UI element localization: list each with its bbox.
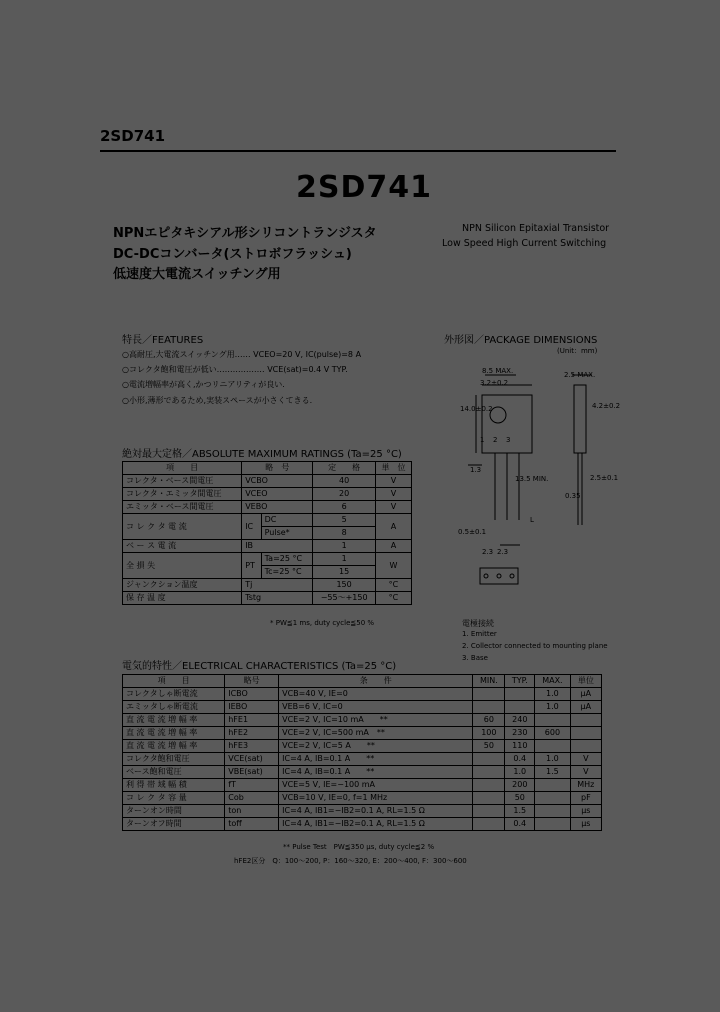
param-condition: IC=4 A, IB=0.1 A ** <box>279 766 473 779</box>
table-row <box>123 553 412 566</box>
param-symbol: hFE1 <box>225 714 279 727</box>
table-header-row <box>123 462 412 475</box>
dim-label: 4.2±0.2 <box>592 402 621 410</box>
max-value <box>535 779 571 792</box>
param-symbol: VCE(sat) <box>225 753 279 766</box>
param-condition: VCE=5 V, IE=−100 mA <box>279 779 473 792</box>
param-value: 150 <box>313 579 376 592</box>
param-condition: IC=4 A, IB1=−IB2=0.1 A, RL=1.5 Ω <box>279 805 473 818</box>
dim-label: 2.3 <box>497 548 509 556</box>
elec-note-hfe-class: hFE2区分 Q：100～200, P：160～320, E：200～400, F：300～600 <box>234 857 467 865</box>
typ-value: 230 <box>505 727 535 740</box>
param-symbol: Tstg <box>242 592 313 605</box>
pin-label: 2 <box>493 436 498 444</box>
param-condition: Pulse* <box>261 527 313 540</box>
dim-label: 2.5 MAX. <box>564 371 596 379</box>
table-row <box>123 714 602 727</box>
param-symbol: hFE3 <box>225 740 279 753</box>
param-name: ジャンクション温度 <box>123 579 242 592</box>
param-unit: MHz <box>570 779 601 792</box>
abs-max-note: * PW≦1 ms, duty cycle≦50 % <box>270 619 375 627</box>
min-value <box>473 688 505 701</box>
max-value: 1.5 <box>535 766 571 779</box>
pin-item: 1. Emitter <box>462 630 497 638</box>
elec-note-pulse: ** Pulse Test PW≦350 μs, duty cycle≦2 % <box>283 843 435 851</box>
param-unit: A <box>375 540 411 553</box>
param-unit: V <box>375 501 411 514</box>
param-condition: VCE=2 V, IC=5 A ** <box>279 740 473 753</box>
param-unit: μA <box>570 688 601 701</box>
table-row <box>123 792 602 805</box>
column-header: 略 号 <box>242 462 313 475</box>
dim-label: 0.35 <box>565 492 581 500</box>
param-name: ベース飽和電圧 <box>123 766 225 779</box>
param-symbol: VCEO <box>242 488 313 501</box>
param-unit <box>570 727 601 740</box>
typ-value <box>505 701 535 714</box>
min-value: 50 <box>473 740 505 753</box>
table-row <box>123 540 412 553</box>
max-value <box>535 714 571 727</box>
header-rule <box>100 150 616 152</box>
param-name: 直 流 電 流 増 幅 率 <box>123 727 225 740</box>
param-name: 利 得 帯 域 幅 積 <box>123 779 225 792</box>
param-symbol: Tj <box>242 579 313 592</box>
typ-value: 0.4 <box>505 753 535 766</box>
typ-value: 0.4 <box>505 818 535 831</box>
typ-value: 240 <box>505 714 535 727</box>
feature-item: ○高耐圧,大電流スイッチング用…… VCEO=20 V, IC(pulse)=8 A <box>122 350 362 359</box>
dim-label: 13.5 MIN. <box>515 475 549 483</box>
typ-value: 110 <box>505 740 535 753</box>
features-heading: 特長／FEATURES <box>122 335 204 346</box>
max-value: 600 <box>535 727 571 740</box>
min-value: 100 <box>473 727 505 740</box>
column-header: MIN. <box>473 675 505 688</box>
param-name: 全 損 失 <box>123 553 242 579</box>
param-value: 20 <box>313 488 376 501</box>
param-condition: VEB=6 V, IC=0 <box>279 701 473 714</box>
feature-item: ○電流増幅率が高く,かつリニアリティが良い. <box>122 380 285 389</box>
abs-max-table <box>122 461 412 605</box>
typ-value: 200 <box>505 779 535 792</box>
pin-item: 2. Collector connected to mounting plane <box>462 642 608 650</box>
min-value <box>473 792 505 805</box>
table-row <box>123 727 602 740</box>
elec-heading: 電気的特性／ELECTRICAL CHARACTERISTICS (Ta=25 °C) <box>122 661 397 672</box>
param-condition: VCB=40 V, IE=0 <box>279 688 473 701</box>
table-row <box>123 488 412 501</box>
column-header: 単位 <box>570 675 601 688</box>
dim-label: 14.0±0.2 <box>460 405 493 413</box>
param-unit: A <box>375 514 411 540</box>
typ-value <box>505 688 535 701</box>
param-value: 1 <box>313 553 376 566</box>
param-symbol: hFE2 <box>225 727 279 740</box>
param-name: コ レ ク タ 電 流 <box>123 514 242 540</box>
page-title: 2SD741 <box>296 170 433 205</box>
param-condition: DC <box>261 514 313 527</box>
dim-label: 1.3 <box>470 466 482 474</box>
param-symbol: VEBO <box>242 501 313 514</box>
param-name: エミッタしゃ断電流 <box>123 701 225 714</box>
param-symbol: VCBO <box>242 475 313 488</box>
table-row <box>123 766 602 779</box>
max-value <box>535 818 571 831</box>
package-unit: (Unit：mm) <box>557 347 598 355</box>
table-row <box>123 805 602 818</box>
feature-item: ○小形,薄形であるため,実装スペースが小さくてきる. <box>122 396 313 405</box>
param-name: 直 流 電 流 増 幅 率 <box>123 740 225 753</box>
min-value <box>473 753 505 766</box>
param-condition: Ta=25 °C <box>261 553 313 566</box>
column-header: 単 位 <box>375 462 411 475</box>
param-name: ターンオフ時間 <box>123 818 225 831</box>
param-value: 5 <box>313 514 376 527</box>
column-header: 定 格 <box>313 462 376 475</box>
table-row <box>123 818 602 831</box>
min-value <box>473 766 505 779</box>
param-unit: °C <box>375 592 411 605</box>
param-name: コレクタ・ベース間電圧 <box>123 475 242 488</box>
param-unit: μs <box>570 818 601 831</box>
param-symbol: VBE(sat) <box>225 766 279 779</box>
table-row <box>123 475 412 488</box>
param-name: コレクタ・エミッタ間電圧 <box>123 488 242 501</box>
param-value: −55～+150 <box>313 592 376 605</box>
dim-label: 2.5±0.1 <box>590 474 619 482</box>
jp-line-2: DC-DCコンバータ(ストロボフラッシュ) <box>113 247 352 262</box>
table-row <box>123 701 602 714</box>
param-symbol: toff <box>225 818 279 831</box>
jp-line-1: NPNエピタキシアル形シリコントランジスタ <box>113 226 377 241</box>
param-name: ベ ー ス 電 流 <box>123 540 242 553</box>
param-name: コ レ ク タ 容 量 <box>123 792 225 805</box>
min-value <box>473 805 505 818</box>
typ-value: 50 <box>505 792 535 805</box>
pin-label: 3 <box>506 436 511 444</box>
table-row <box>123 740 602 753</box>
pin-item: 3. Base <box>462 654 488 662</box>
table-row <box>123 579 412 592</box>
dim-label: 3.2±0.2 <box>480 379 509 387</box>
table-row <box>123 779 602 792</box>
package-body-side <box>574 385 586 453</box>
param-name: 保 存 温 度 <box>123 592 242 605</box>
column-header: 項 目 <box>123 462 242 475</box>
table-row <box>123 753 602 766</box>
typ-value: 1.0 <box>505 766 535 779</box>
en-line-1: NPN Silicon Epitaxial Transistor <box>462 223 610 234</box>
max-value <box>535 740 571 753</box>
param-symbol: IB <box>242 540 313 553</box>
package-footprint <box>480 568 518 584</box>
param-value: 15 <box>313 566 376 579</box>
max-value <box>535 792 571 805</box>
param-name: コレクタしゃ断電流 <box>123 688 225 701</box>
param-symbol: IC <box>242 514 261 540</box>
param-condition: VCE=2 V, IC=10 mA ** <box>279 714 473 727</box>
param-condition: Tc=25 °C <box>261 566 313 579</box>
package-body-front <box>482 395 532 453</box>
pin-label: 1 <box>480 436 485 444</box>
param-name: コレクタ飽和電圧 <box>123 753 225 766</box>
param-symbol: ICBO <box>225 688 279 701</box>
dim-label: 0.5±0.1 <box>458 528 487 536</box>
dim-label: L <box>530 516 534 524</box>
param-name: 直 流 電 流 増 幅 率 <box>123 714 225 727</box>
param-value: 8 <box>313 527 376 540</box>
param-unit: V <box>570 753 601 766</box>
column-header: 条 件 <box>279 675 473 688</box>
param-symbol: IEBO <box>225 701 279 714</box>
min-value: 60 <box>473 714 505 727</box>
table-row <box>123 592 412 605</box>
param-unit: μs <box>570 805 601 818</box>
dim-label: 8.5 MAX. <box>482 367 514 375</box>
feature-item: ○コレクタ飽和電圧が低い……………… VCE(sat)=0.4 V TYP. <box>122 365 348 374</box>
max-value: 1.0 <box>535 753 571 766</box>
min-value <box>473 701 505 714</box>
param-symbol: Cob <box>225 792 279 805</box>
param-unit: W <box>375 553 411 579</box>
param-symbol: PT <box>242 553 261 579</box>
param-unit <box>570 714 601 727</box>
param-condition: IC=4 A, IB=0.1 A ** <box>279 753 473 766</box>
abs-max-heading: 絶対最大定格／ABSOLUTE MAXIMUM RATINGS (Ta=25 °C) <box>122 449 402 460</box>
typ-value: 1.5 <box>505 805 535 818</box>
min-value <box>473 818 505 831</box>
max-value: 1.0 <box>535 688 571 701</box>
package-heading: 外形図／PACKAGE DIMENSIONS <box>444 335 598 346</box>
header-part-number: 2SD741 <box>100 127 166 145</box>
column-header: MAX. <box>535 675 571 688</box>
column-header: TYP. <box>505 675 535 688</box>
column-header: 略号 <box>225 675 279 688</box>
table-row <box>123 688 602 701</box>
en-line-2: Low Speed High Current Switching <box>442 238 607 249</box>
table-row <box>123 501 412 514</box>
param-value: 40 <box>313 475 376 488</box>
param-value: 1 <box>313 540 376 553</box>
param-name: エミッタ・ベース間電圧 <box>123 501 242 514</box>
min-value <box>473 779 505 792</box>
param-unit: V <box>375 475 411 488</box>
max-value: 1.0 <box>535 701 571 714</box>
param-unit: μA <box>570 701 601 714</box>
param-unit: pF <box>570 792 601 805</box>
param-symbol: ton <box>225 805 279 818</box>
param-value: 6 <box>313 501 376 514</box>
param-unit: V <box>375 488 411 501</box>
max-value <box>535 805 571 818</box>
dim-label: 2.3 <box>482 548 494 556</box>
param-unit <box>570 740 601 753</box>
param-condition: VCE=2 V, IC=500 mA ** <box>279 727 473 740</box>
elec-table <box>122 674 602 831</box>
param-unit: V <box>570 766 601 779</box>
pin-heading: 電極接続 <box>462 619 494 628</box>
param-condition: IC=4 A, IB1=−IB2=0.1 A, RL=1.5 Ω <box>279 818 473 831</box>
jp-line-3: 低速度大電流スイッチング用 <box>113 267 281 282</box>
param-name: ターンオン時間 <box>123 805 225 818</box>
param-condition: VCB=10 V, IE=0, f=1 MHz <box>279 792 473 805</box>
param-unit: °C <box>375 579 411 592</box>
table-header-row <box>123 675 602 688</box>
table-row <box>123 514 412 527</box>
param-symbol: fT <box>225 779 279 792</box>
column-header: 項 目 <box>123 675 225 688</box>
